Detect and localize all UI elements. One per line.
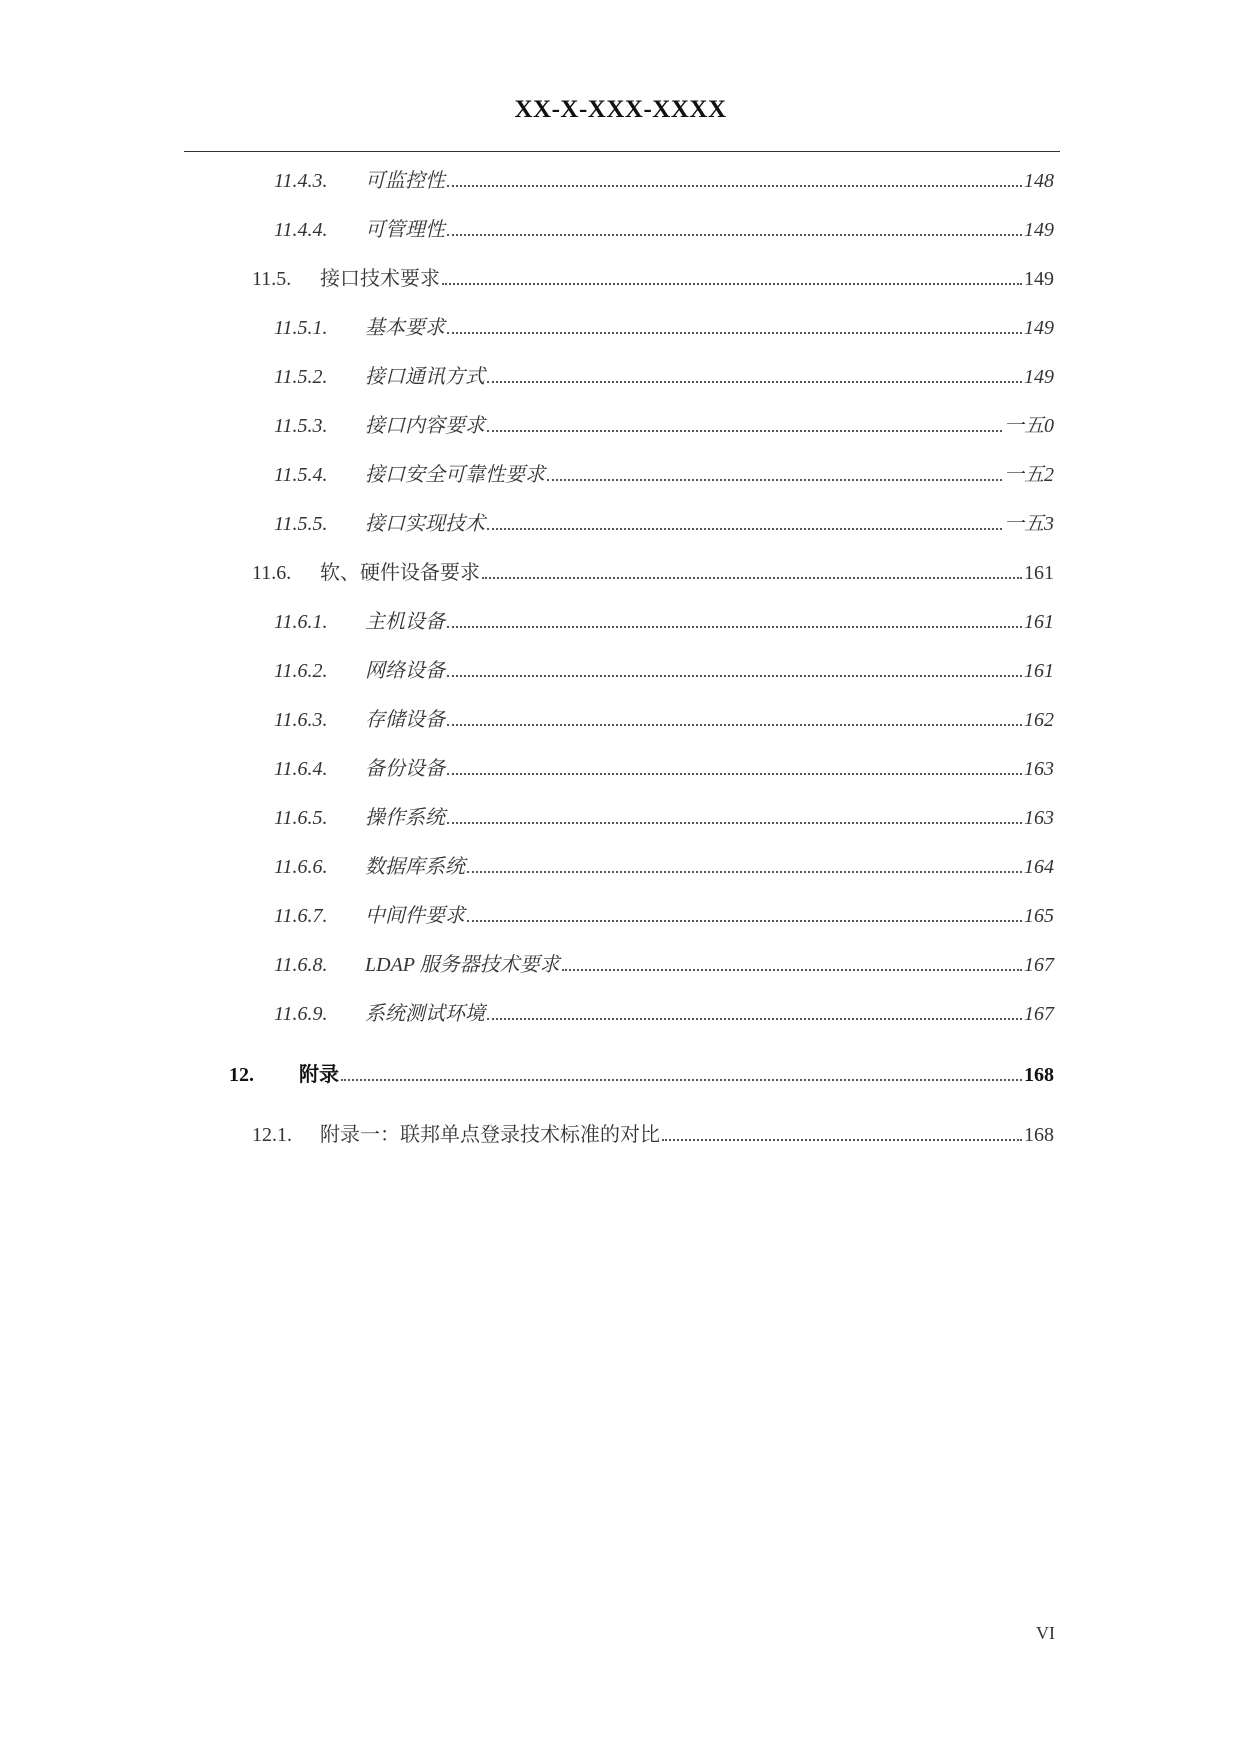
toc-entry-title: 附录 <box>299 1064 339 1086</box>
toc-entry-title: 接口技术要求 <box>320 268 440 290</box>
toc-entry-number: 11.5.4. <box>274 464 328 486</box>
toc-entry-page: 164 <box>1024 856 1054 878</box>
toc-entry-number: 11.6.5. <box>274 807 328 829</box>
dot-leader <box>487 430 1002 432</box>
toc-entry-title: 存储设备 <box>365 709 445 731</box>
toc-entry-11-5[interactable] <box>252 262 1054 291</box>
toc-entry-page: 149 <box>1024 268 1054 290</box>
dot-leader <box>442 283 1022 285</box>
toc-entry-page: 149 <box>1024 317 1054 339</box>
toc-entry-page: 167 <box>1024 954 1054 976</box>
toc-entry-11-5-5[interactable] <box>274 507 1054 536</box>
dot-leader <box>467 920 1022 922</box>
toc-entry-page: 一五0 <box>1004 415 1054 437</box>
toc-entry-title: 系统测试环境 <box>365 1003 485 1025</box>
dot-leader <box>447 185 1022 187</box>
dot-leader <box>487 381 1022 383</box>
toc-entry-title: 主机设备 <box>365 611 445 633</box>
toc-entry-11-6-3[interactable] <box>274 703 1054 732</box>
toc-entry-page: 一五2 <box>1004 464 1054 486</box>
toc-entry-title: 备份设备 <box>365 758 445 780</box>
toc-entry-title: 接口安全可靠性要求 <box>365 464 545 486</box>
toc-entry-11-6-6[interactable] <box>274 850 1054 879</box>
toc-entry-11-6-4[interactable] <box>274 752 1054 781</box>
toc-entry-number: 11.5.1. <box>274 317 328 339</box>
toc-entry-number: 11.6.8. <box>274 954 328 976</box>
toc-entry-11-5-3[interactable] <box>274 409 1054 438</box>
toc-entry-title: 可监控性 <box>365 170 445 192</box>
page-number: VI <box>1036 1623 1055 1643</box>
toc-entry-title: 网络设备 <box>365 660 445 682</box>
toc-entry-number: 12.1. <box>252 1124 292 1146</box>
dot-leader <box>447 822 1022 824</box>
dot-leader <box>662 1139 1022 1141</box>
toc-entry-title: 附录一：联邦单点登录技术标准的对比 <box>320 1124 660 1146</box>
toc-entry-page: 163 <box>1024 758 1054 780</box>
dot-leader <box>341 1079 1022 1081</box>
toc-entry-11-6-7[interactable] <box>274 899 1054 928</box>
dot-leader <box>447 724 1022 726</box>
toc-entry-number: 11.6.4. <box>274 758 328 780</box>
toc-entry-page: 167 <box>1024 1003 1054 1025</box>
dot-leader <box>447 234 1022 236</box>
toc-entry-11-6-1[interactable] <box>274 605 1054 634</box>
toc-entry-number: 11.5. <box>252 268 292 290</box>
toc-entry-number: 11.6.9. <box>274 1003 328 1025</box>
toc-entry-11-6-5[interactable] <box>274 801 1054 830</box>
toc-entry-page: 149 <box>1024 219 1054 241</box>
toc-entry-title: LDAP 服务器技术要求 <box>365 954 560 976</box>
toc-entry-title: 操作系统 <box>365 807 445 829</box>
toc-entry-page: 161 <box>1024 611 1054 633</box>
dot-leader <box>487 528 1002 530</box>
toc-entry-title: 接口内容要求 <box>365 415 485 437</box>
dot-leader <box>487 1018 1022 1020</box>
toc-entry-title: 中间件要求 <box>365 905 465 927</box>
toc-entry-11-6-2[interactable] <box>274 654 1054 683</box>
document-id-header: XX-X-XXX-XXXX <box>514 96 727 123</box>
toc-entry-page: 161 <box>1024 660 1054 682</box>
toc-entry-title: 基本要求 <box>365 317 445 339</box>
toc-entry-page: 一五3 <box>1004 513 1054 535</box>
dot-leader <box>467 871 1022 873</box>
toc-entry-11-5-1[interactable] <box>274 311 1054 340</box>
dot-leader <box>447 626 1022 628</box>
dot-leader <box>447 773 1022 775</box>
toc-entry-page: 165 <box>1024 905 1054 927</box>
toc-entry-title: 软、硬件设备要求 <box>320 562 480 584</box>
dot-leader <box>482 577 1022 579</box>
toc-entry-number: 11.5.2. <box>274 366 328 388</box>
toc-entry-number: 11.5.5. <box>274 513 328 535</box>
toc-entry-11-4-4[interactable] <box>274 213 1054 242</box>
toc-entry-number: 11.5.3. <box>274 415 328 437</box>
toc-entry-12-1[interactable] <box>252 1118 1054 1147</box>
toc-entry-11-5-2[interactable] <box>274 360 1054 389</box>
toc-entry-page: 168 <box>1024 1124 1054 1146</box>
toc-entry-title: 数据库系统 <box>365 856 465 878</box>
toc-entry-page: 168 <box>1024 1064 1054 1086</box>
toc-entry-number: 11.4.3. <box>274 170 328 192</box>
toc-entry-11-6-9[interactable] <box>274 997 1054 1026</box>
toc-entry-number: 11.6.7. <box>274 905 328 927</box>
toc-entry-title: 接口通讯方式 <box>365 366 485 388</box>
dot-leader <box>562 969 1022 971</box>
toc-entry-title: 可管理性 <box>365 219 445 241</box>
toc-entry-11-6-8[interactable] <box>274 948 1054 977</box>
toc-entry-12[interactable] <box>229 1058 1054 1087</box>
toc-entry-page: 163 <box>1024 807 1054 829</box>
toc-entry-11-6[interactable] <box>252 556 1054 585</box>
dot-leader <box>447 332 1022 334</box>
toc-entry-number: 11.6.6. <box>274 856 328 878</box>
toc-entry-11-4-3[interactable] <box>274 164 1054 193</box>
toc-entry-number: 11.6.3. <box>274 709 328 731</box>
dot-leader <box>447 675 1022 677</box>
toc-entry-11-5-4[interactable] <box>274 458 1054 487</box>
toc-entry-page: 149 <box>1024 366 1054 388</box>
toc-entry-number: 12. <box>229 1064 254 1086</box>
dot-leader <box>547 479 1002 481</box>
toc-entry-page: 148 <box>1024 170 1054 192</box>
toc-entry-number: 11.6. <box>252 562 292 584</box>
toc-entry-number: 11.6.1. <box>274 611 328 633</box>
toc-entry-number: 11.6.2. <box>274 660 328 682</box>
toc-entry-title: 接口实现技术 <box>365 513 485 535</box>
toc-entry-number: 11.4.4. <box>274 219 328 241</box>
toc-entry-page: 162 <box>1024 709 1054 731</box>
toc-entry-page: 161 <box>1024 562 1054 584</box>
